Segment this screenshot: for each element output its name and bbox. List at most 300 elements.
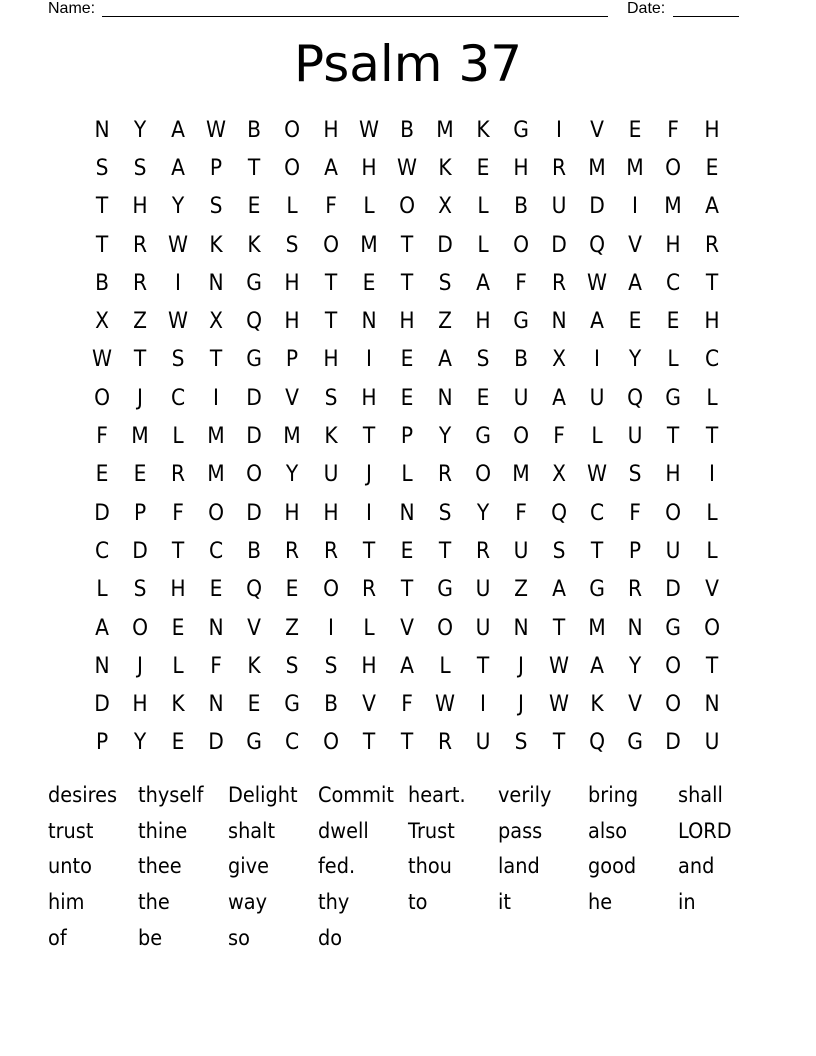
grid-letter[interactable]: D (665, 730, 682, 756)
grid-letter[interactable]: O (284, 117, 301, 143)
grid-letter[interactable]: I (479, 692, 486, 718)
grid-letter[interactable]: W (549, 692, 570, 718)
grid-letter[interactable]: O (322, 577, 339, 603)
grid-letter[interactable]: R (704, 232, 719, 258)
grid-letter[interactable]: U (551, 194, 567, 220)
grid-letter[interactable]: X (437, 194, 452, 220)
grid-letter[interactable]: N (94, 653, 110, 679)
grid-letter[interactable]: N (399, 500, 415, 526)
grid-letter[interactable]: X (95, 309, 109, 335)
word-list-item: in (678, 890, 696, 915)
grid-letter[interactable]: F (324, 194, 337, 220)
grid-letter[interactable]: Y (476, 500, 490, 526)
grid-letter[interactable]: D (132, 538, 148, 564)
grid-letter[interactable]: Q (246, 309, 263, 335)
grid-letter[interactable]: B (399, 117, 414, 143)
grid-letter[interactable]: U (475, 577, 491, 603)
grid-letter[interactable]: T (705, 653, 718, 679)
grid-letter[interactable]: L (591, 424, 603, 450)
grid-letter[interactable]: V (704, 577, 719, 603)
grid-letter[interactable]: T (362, 538, 375, 564)
grid-letter[interactable]: P (134, 500, 147, 526)
grid-letter[interactable]: Q (246, 577, 263, 603)
grid-letter[interactable]: G (627, 730, 644, 756)
grid-letter[interactable]: E (95, 462, 109, 488)
grid-letter[interactable]: H (703, 309, 720, 335)
grid-letter[interactable]: I (175, 270, 182, 296)
grid-letter[interactable]: R (552, 155, 567, 181)
grid-letter[interactable]: H (513, 155, 529, 181)
grid-letter[interactable]: S (133, 577, 147, 603)
grid-letter[interactable]: E (476, 155, 490, 181)
grid-letter[interactable]: Q (551, 500, 568, 526)
grid-letter[interactable]: Z (437, 309, 452, 335)
grid-letter[interactable]: S (286, 653, 299, 679)
grid-letter[interactable]: U (475, 615, 491, 641)
grid-letter[interactable]: G (589, 577, 606, 603)
grid-letter[interactable]: U (513, 385, 529, 411)
grid-letter[interactable]: H (703, 117, 720, 143)
grid-letter[interactable]: G (665, 385, 682, 411)
grid-letter[interactable]: V (285, 385, 300, 411)
grid-letter[interactable]: S (628, 462, 642, 488)
grid-letter[interactable]: H (322, 347, 339, 373)
grid-letter[interactable]: Z (133, 309, 148, 335)
grid-letter[interactable]: F (96, 424, 108, 450)
grid-letter[interactable]: D (246, 385, 263, 411)
grid-letter[interactable]: L (363, 615, 375, 641)
grid-letter[interactable]: T (324, 309, 337, 335)
grid-letter[interactable]: I (327, 615, 334, 641)
grid-letter[interactable]: T (438, 538, 452, 564)
grid-letter[interactable]: W (587, 462, 608, 488)
grid-letter[interactable]: U (589, 385, 605, 411)
grid-letter[interactable]: I (708, 462, 715, 488)
grid-letter[interactable]: Y (133, 730, 147, 756)
grid-letter[interactable]: O (94, 385, 111, 411)
grid-letter[interactable]: V (590, 117, 605, 143)
grid-letter[interactable]: U (704, 730, 719, 756)
grid-letter[interactable]: K (323, 424, 338, 450)
grid-letter[interactable]: O (208, 500, 225, 526)
grid-letter[interactable]: T (324, 270, 337, 296)
grid-letter[interactable]: H (361, 155, 377, 181)
grid-letter[interactable]: R (437, 462, 452, 488)
grid-letter[interactable]: G (246, 347, 263, 373)
grid-letter[interactable]: I (594, 347, 601, 373)
grid-letter[interactable]: I (556, 117, 563, 143)
grid-letter[interactable]: T (476, 653, 490, 679)
grid-letter[interactable]: H (361, 385, 377, 411)
grid-letter[interactable]: N (94, 117, 110, 143)
grid-letter[interactable]: Y (629, 347, 642, 373)
grid-letter[interactable]: L (363, 194, 375, 220)
grid-letter[interactable]: C (285, 730, 300, 756)
grid-letter[interactable]: U (627, 424, 643, 450)
grid-letter[interactable]: C (590, 500, 605, 526)
grid-letter[interactable]: O (246, 462, 263, 488)
grid-letter[interactable]: S (209, 194, 223, 220)
grid-letter[interactable]: L (401, 462, 413, 488)
grid-letter[interactable]: L (705, 500, 718, 526)
grid-letter[interactable]: O (436, 615, 453, 641)
grid-letter[interactable]: T (210, 347, 223, 373)
grid-letter[interactable]: M (512, 462, 530, 488)
grid-letter[interactable]: N (208, 615, 224, 641)
grid-letter[interactable]: A (399, 653, 414, 679)
grid-letter[interactable]: X (552, 462, 567, 488)
grid-letter[interactable]: L (477, 194, 489, 220)
grid-letter[interactable]: J (137, 385, 144, 411)
grid-letter[interactable]: C (666, 270, 681, 296)
grid-letter[interactable]: E (286, 577, 299, 603)
grid-letter[interactable]: O (513, 424, 530, 450)
grid-letter[interactable]: O (665, 692, 682, 718)
grid-letter[interactable]: H (665, 462, 682, 488)
grid-letter[interactable]: T (172, 538, 185, 564)
grid-letter[interactable]: E (171, 615, 185, 641)
grid-letter[interactable]: M (436, 117, 454, 143)
date-blank-line[interactable] (673, 16, 739, 17)
word-list-item: fed. (318, 854, 356, 879)
grid-letter[interactable]: X (552, 347, 567, 373)
grid-letter[interactable]: P (629, 538, 642, 564)
grid-letter[interactable]: E (133, 462, 147, 488)
grid-letter[interactable]: P (286, 347, 299, 373)
grid-letter[interactable]: U (513, 538, 529, 564)
grid-letter[interactable]: T (591, 538, 604, 564)
grid-letter[interactable]: H (284, 309, 301, 335)
grid-letter[interactable]: Y (629, 653, 642, 679)
word-list-item: so (228, 925, 250, 950)
grid-letter[interactable]: Z (514, 577, 529, 603)
grid-letter[interactable]: W (434, 692, 455, 718)
grid-letter[interactable]: S (133, 155, 147, 181)
grid-letter[interactable]: F (172, 500, 185, 526)
grid-letter[interactable]: L (286, 194, 299, 220)
grid-letter[interactable]: K (247, 232, 262, 258)
grid-letter[interactable]: R (133, 232, 148, 258)
grid-letter[interactable]: R (285, 538, 300, 564)
grid-letter[interactable]: J (518, 653, 525, 679)
grid-letter[interactable]: O (703, 615, 720, 641)
grid-letter[interactable]: L (705, 385, 718, 411)
grid-letter[interactable]: E (248, 194, 261, 220)
grid-letter[interactable]: N (208, 692, 224, 718)
grid-letter[interactable]: H (475, 309, 491, 335)
grid-letter[interactable]: L (439, 653, 451, 679)
grid-letter[interactable]: T (705, 424, 718, 450)
grid-letter[interactable]: G (513, 309, 529, 335)
grid-letter[interactable]: A (476, 270, 490, 296)
grid-letter[interactable]: F (400, 692, 413, 718)
grid-letter[interactable]: D (589, 194, 606, 220)
grid-letter[interactable]: A (171, 117, 186, 143)
grid-letter[interactable]: W (168, 232, 189, 258)
grid-letter[interactable]: M (664, 194, 683, 220)
grid-letter[interactable]: O (284, 155, 301, 181)
grid-letter[interactable]: R (133, 270, 148, 296)
grid-letter[interactable]: P (95, 730, 109, 756)
grid-letter[interactable]: I (365, 500, 372, 526)
name-blank-line[interactable] (102, 16, 608, 17)
word-list-item: he (588, 890, 613, 915)
grid-letter[interactable]: S (438, 500, 452, 526)
grid-letter[interactable]: R (628, 577, 643, 603)
grid-letter[interactable]: E (248, 692, 261, 718)
grid-letter[interactable]: D (246, 424, 263, 450)
grid-letter[interactable]: G (513, 117, 529, 143)
grid-letter[interactable]: I (365, 347, 372, 373)
grid-letter[interactable]: L (667, 347, 680, 373)
grid-letter[interactable]: A (590, 653, 605, 679)
grid-letter[interactable]: D (94, 500, 110, 526)
grid-letter[interactable]: K (171, 692, 185, 718)
grid-letter[interactable]: F (515, 270, 527, 296)
grid-letter[interactable]: W (549, 653, 570, 679)
grid-letter[interactable]: G (246, 270, 263, 296)
grid-letter[interactable]: N (437, 385, 453, 411)
grid-letter[interactable]: C (94, 538, 110, 564)
grid-letter[interactable]: B (323, 692, 338, 718)
grid-letter[interactable]: S (171, 347, 185, 373)
grid-letter[interactable]: E (400, 385, 414, 411)
grid-letter[interactable]: A (628, 270, 643, 296)
grid-letter[interactable]: U (475, 730, 491, 756)
grid-letter[interactable]: H (284, 270, 301, 296)
grid-letter[interactable]: H (361, 653, 377, 679)
grid-letter[interactable]: N (361, 309, 377, 335)
grid-letter[interactable]: V (628, 232, 643, 258)
grid-letter[interactable]: U (666, 538, 681, 564)
grid-letter[interactable]: J (518, 692, 525, 718)
grid-letter[interactable]: B (247, 117, 262, 143)
grid-letter[interactable]: U (323, 462, 339, 488)
grid-letter[interactable]: T (362, 730, 375, 756)
grid-letter[interactable]: O (513, 232, 530, 258)
grid-letter[interactable]: D (246, 500, 263, 526)
grid-letter[interactable]: E (400, 347, 414, 373)
grid-letter[interactable]: R (361, 577, 376, 603)
grid-letter[interactable]: T (400, 577, 413, 603)
grid-letter[interactable]: F (667, 117, 680, 143)
grid-letter[interactable]: E (628, 117, 642, 143)
grid-letter[interactable]: Y (133, 117, 147, 143)
grid-letter[interactable]: H (170, 577, 186, 603)
grid-letter[interactable]: M (207, 462, 226, 488)
grid-letter[interactable]: K (590, 692, 604, 718)
grid-letter[interactable]: E (628, 309, 642, 335)
grid-letter[interactable]: I (632, 194, 639, 220)
grid-letter[interactable]: T (133, 347, 147, 373)
grid-letter[interactable]: D (94, 692, 110, 718)
grid-letter[interactable]: W (206, 117, 227, 143)
grid-letter[interactable]: E (667, 309, 680, 335)
grid-letter[interactable]: P (210, 155, 223, 181)
grid-letter[interactable]: Q (589, 730, 606, 756)
grid-letter[interactable]: T (95, 194, 109, 220)
grid-letter[interactable]: S (95, 155, 109, 181)
grid-letter[interactable]: B (247, 538, 262, 564)
grid-letter[interactable]: W (168, 309, 189, 335)
grid-letter[interactable]: M (359, 232, 378, 258)
grid-letter[interactable]: W (358, 117, 379, 143)
grid-letter[interactable]: M (626, 155, 645, 181)
grid-letter[interactable]: M (588, 155, 606, 181)
grid-letter[interactable]: J (365, 462, 372, 488)
word-list-item: do (318, 925, 343, 950)
grid-letter[interactable]: Y (172, 194, 185, 220)
grid-letter[interactable]: K (247, 653, 262, 679)
grid-letter[interactable]: N (627, 615, 643, 641)
grid-letter[interactable]: Y (438, 424, 452, 450)
grid-letter[interactable]: L (172, 424, 184, 450)
grid-letter[interactable]: A (552, 577, 567, 603)
grid-letter[interactable]: M (588, 615, 606, 641)
grid-letter[interactable]: G (246, 730, 263, 756)
grid-letter[interactable]: Q (627, 385, 644, 411)
grid-letter[interactable]: R (171, 462, 186, 488)
grid-letter[interactable]: W (396, 155, 417, 181)
grid-letter[interactable]: T (400, 270, 413, 296)
grid-letter[interactable]: T (248, 155, 261, 181)
grid-letter[interactable]: B (95, 270, 109, 296)
grid-letter[interactable]: P (400, 424, 413, 450)
grid-letter[interactable]: D (208, 730, 225, 756)
grid-letter[interactable]: V (361, 692, 376, 718)
grid-letter[interactable]: L (96, 577, 108, 603)
grid-letter[interactable]: S (514, 730, 528, 756)
grid-letter[interactable]: K (209, 232, 223, 258)
word-list-item: thine (138, 818, 188, 843)
grid-letter[interactable]: A (95, 615, 109, 641)
grid-letter[interactable]: S (324, 653, 338, 679)
grid-letter[interactable]: T (362, 424, 375, 450)
grid-letter[interactable]: A (171, 155, 186, 181)
grid-letter[interactable]: L (705, 538, 718, 564)
grid-letter[interactable]: A (704, 194, 719, 220)
grid-letter[interactable]: E (705, 155, 718, 181)
grid-letter[interactable]: V (399, 615, 414, 641)
grid-letter[interactable]: Y (286, 462, 299, 488)
grid-letter[interactable]: R (437, 730, 452, 756)
grid-letter[interactable]: A (552, 385, 567, 411)
grid-letter[interactable]: E (171, 730, 185, 756)
grid-letter[interactable]: N (513, 615, 529, 641)
grid-letter[interactable]: S (552, 538, 566, 564)
grid-letter[interactable]: O (665, 653, 682, 679)
grid-letter[interactable]: O (132, 615, 149, 641)
grid-letter[interactable]: G (475, 424, 491, 450)
grid-letter[interactable]: K (476, 117, 490, 143)
grid-letter[interactable]: M (207, 424, 226, 450)
grid-letter[interactable]: B (514, 347, 529, 373)
grid-letter[interactable]: E (362, 270, 376, 296)
grid-letter[interactable]: V (247, 615, 262, 641)
grid-letter[interactable]: A (323, 155, 338, 181)
grid-letter[interactable]: H (665, 232, 682, 258)
grid-letter[interactable]: O (665, 155, 682, 181)
grid-letter[interactable]: S (324, 385, 338, 411)
grid-letter[interactable]: Z (285, 615, 300, 641)
grid-letter[interactable]: J (137, 653, 144, 679)
grid-letter[interactable]: T (705, 270, 718, 296)
grid-letter[interactable]: E (209, 577, 223, 603)
grid-letter[interactable]: C (171, 385, 186, 411)
grid-letter[interactable]: W (92, 347, 113, 373)
grid-letter[interactable]: D (665, 577, 682, 603)
grid-letter[interactable]: D (551, 232, 567, 258)
grid-letter[interactable]: F (553, 424, 565, 450)
grid-letter[interactable]: N (551, 309, 567, 335)
grid-letter[interactable]: T (400, 730, 413, 756)
grid-letter[interactable]: F (629, 500, 642, 526)
grid-letter[interactable]: G (665, 615, 682, 641)
grid-letter[interactable]: R (475, 538, 491, 564)
grid-letter[interactable]: H (132, 692, 148, 718)
grid-letter[interactable]: K (438, 155, 452, 181)
grid-letter[interactable]: F (515, 500, 527, 526)
grid-letter[interactable]: C (209, 538, 224, 564)
grid-letter[interactable]: D (437, 232, 453, 258)
grid-letter[interactable]: S (286, 232, 299, 258)
grid-letter[interactable]: T (552, 615, 566, 641)
grid-letter[interactable]: O (665, 500, 682, 526)
grid-letter[interactable]: S (476, 347, 490, 373)
grid-letter[interactable]: M (131, 424, 149, 450)
grid-letter[interactable]: E (400, 538, 414, 564)
grid-letter[interactable]: H (132, 194, 148, 220)
grid-letter[interactable]: B (514, 194, 529, 220)
grid-letter[interactable]: I (213, 385, 220, 411)
grid-letter[interactable]: H (322, 117, 339, 143)
grid-letter[interactable]: T (667, 424, 680, 450)
word-list-item: shalt (228, 818, 276, 843)
grid-letter[interactable]: M (283, 424, 302, 450)
grid-letter[interactable]: Q (589, 232, 606, 258)
grid-letter[interactable]: T (95, 232, 109, 258)
grid-letter[interactable]: O (475, 462, 491, 488)
grid-letter[interactable]: R (552, 270, 567, 296)
grid-letter[interactable]: T (400, 232, 413, 258)
grid-letter[interactable]: A (590, 309, 605, 335)
grid-letter[interactable]: A (437, 347, 452, 373)
grid-letter[interactable]: H (322, 500, 339, 526)
grid-letter[interactable]: O (398, 194, 415, 220)
grid-letter[interactable]: V (628, 692, 643, 718)
grid-letter[interactable]: H (284, 500, 301, 526)
grid-letter[interactable]: N (208, 270, 224, 296)
word-list-item: heart. (408, 783, 466, 807)
grid-letter[interactable]: E (476, 385, 490, 411)
grid-letter[interactable]: G (437, 577, 453, 603)
grid-letter[interactable]: L (172, 653, 184, 679)
grid-letter[interactable]: G (284, 692, 301, 718)
grid-letter[interactable]: N (703, 692, 720, 718)
word-list-item: unto (48, 854, 92, 879)
grid-letter[interactable]: O (322, 232, 339, 258)
grid-letter[interactable]: O (322, 730, 339, 756)
grid-letter[interactable]: X (209, 309, 224, 335)
grid-letter[interactable]: H (399, 309, 415, 335)
grid-letter[interactable]: T (552, 730, 566, 756)
grid-letter[interactable]: R (323, 538, 338, 564)
grid-letter[interactable]: L (477, 232, 489, 258)
grid-letter[interactable]: S (438, 270, 452, 296)
grid-letter[interactable]: W (587, 270, 608, 296)
grid-letter[interactable]: F (210, 653, 223, 679)
grid-letter[interactable]: C (704, 347, 719, 373)
